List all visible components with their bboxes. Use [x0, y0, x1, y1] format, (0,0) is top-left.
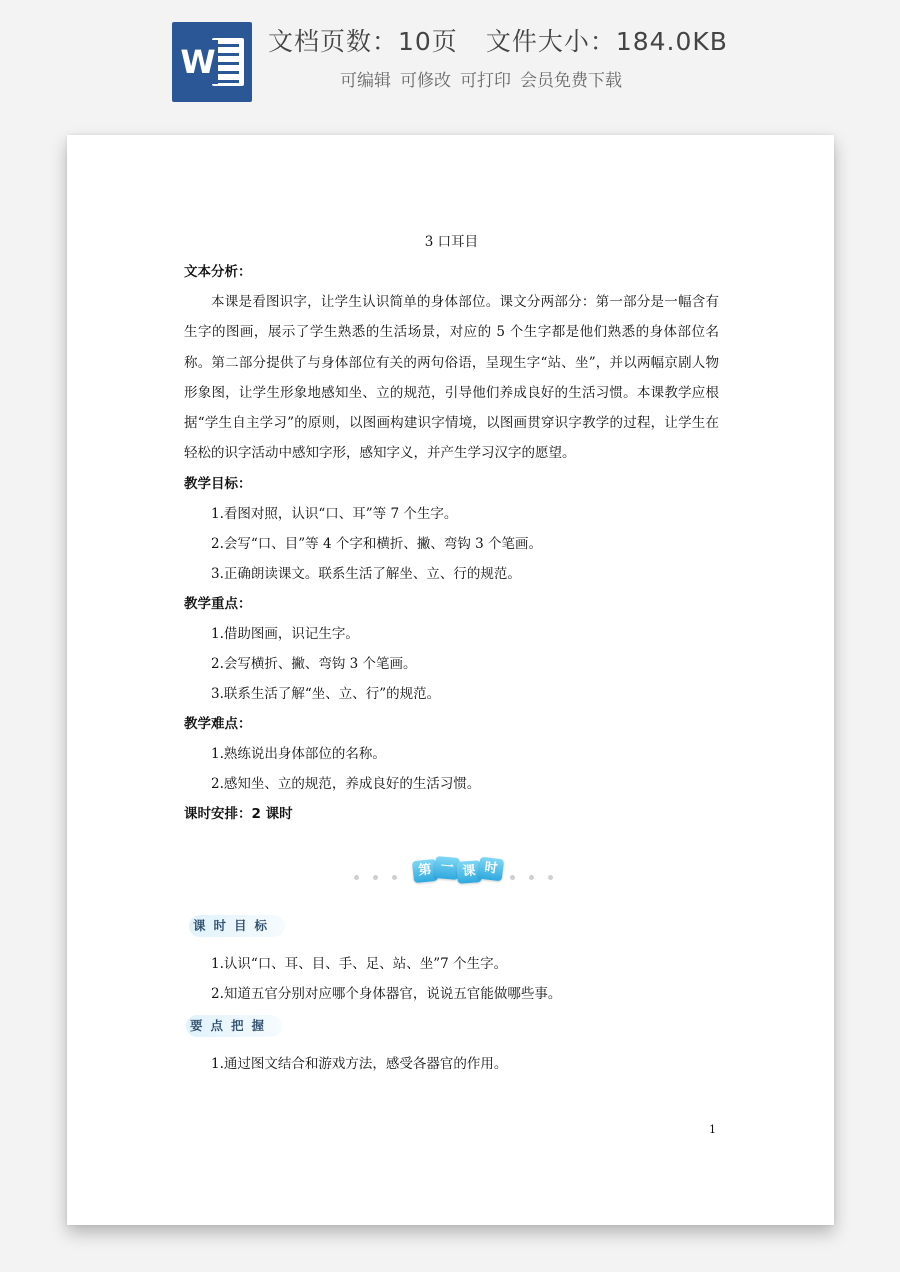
- lesson-goals-tag-label: 课时目标: [189, 915, 285, 937]
- analysis-heading: 文本分析：: [184, 264, 252, 280]
- lesson-goals-tag: [184, 905, 719, 949]
- word-logo-letter: W: [178, 40, 218, 84]
- lesson-goal-item: 1.认识“口、耳、目、手、足、站、坐”7 个生字。: [211, 955, 508, 972]
- focus-tag: [184, 1009, 719, 1049]
- banner-title: [268, 22, 756, 58]
- right-dots-decoration: [510, 868, 567, 884]
- feature-list: [340, 66, 631, 91]
- feature-modifiable: 可修改: [400, 71, 451, 91]
- focus-tag-label: 要点把握: [186, 1015, 282, 1037]
- focus-item: 1.通过图文结合和游戏方法，感受各器官的作用。: [211, 1055, 508, 1072]
- difficulty-item: 2.感知坐、立的规范，养成良好的生活习惯。: [211, 775, 481, 792]
- file-size: 文件大小：184.0KB: [485, 27, 728, 56]
- lesson-tile: 时: [478, 856, 505, 881]
- schedule-line: 课时安排：2 课时: [184, 805, 293, 822]
- page-number: 1: [709, 1123, 716, 1136]
- feature-editable: 可编辑: [340, 71, 391, 91]
- lesson-goal-item: 2.知道五官分别对应哪个身体器官，说说五官能做哪些事。: [211, 985, 562, 1002]
- goals-heading: 教学目标：: [184, 475, 252, 492]
- feature-printable: 可打印: [460, 71, 511, 91]
- top-banner: [0, 0, 900, 120]
- keypoint-item: 1.借助图画，识记生字。: [211, 625, 359, 642]
- lesson-banner: [184, 829, 719, 905]
- page-count: 文档页数：10页: [268, 27, 458, 56]
- document-page: [67, 135, 834, 1225]
- goal-item: 1.看图对照，认识“口、耳”等 7 个生字。: [211, 505, 458, 522]
- lesson-tile: 第: [412, 859, 438, 883]
- keypoints-heading: 教学重点：: [184, 595, 252, 612]
- goal-item: 3.正确朗读课文。联系生活了解坐、立、行的规范。: [211, 565, 521, 582]
- keypoint-item: 3.联系生活了解“坐、立、行”的规范。: [211, 685, 441, 702]
- goal-item: 2.会写“口、目”等 4 个字和横折、撇、弯钩 3 个笔画。: [211, 535, 543, 552]
- document-title: 3 口耳目: [424, 234, 479, 250]
- keypoint-item: 2.会写横折、撇、弯钩 3 个笔画。: [211, 655, 417, 672]
- feature-member-download: 会员免费下载: [520, 71, 622, 91]
- difficulty-item: 1.熟练说出身体部位的名称。: [211, 745, 386, 762]
- lesson-tile: 课: [456, 860, 481, 884]
- left-dots-decoration: [354, 868, 411, 884]
- word-document-icon: [172, 22, 252, 102]
- lesson-tile: 一: [434, 856, 460, 880]
- document-body: [184, 227, 719, 1079]
- analysis-paragraph: 本课是看图识字，让学生认识简单的身体部位。课文分两部分：第一部分是一幅含有生字的图画，展示了学生熟悉的生活场景，对应的 5 个生字都是他们熟悉的身体部位名称。第二部分提供了与身体部位有关的两句俗语，呈现生字“站、坐”，并以两幅京剧人物形象图，让学生形象地感知坐、立的规范，引导他们养成良好的生活习惯。本课教学应根据“学生自主学习”的原则，以图画构建识字情境，以图画贯穿识字教学的过程，让学生在轻松的识字活动中感知字形，感知字义，并产生学习汉字的愿望。: [184, 294, 719, 462]
- difficulties-heading: 教学难点：: [184, 715, 252, 732]
